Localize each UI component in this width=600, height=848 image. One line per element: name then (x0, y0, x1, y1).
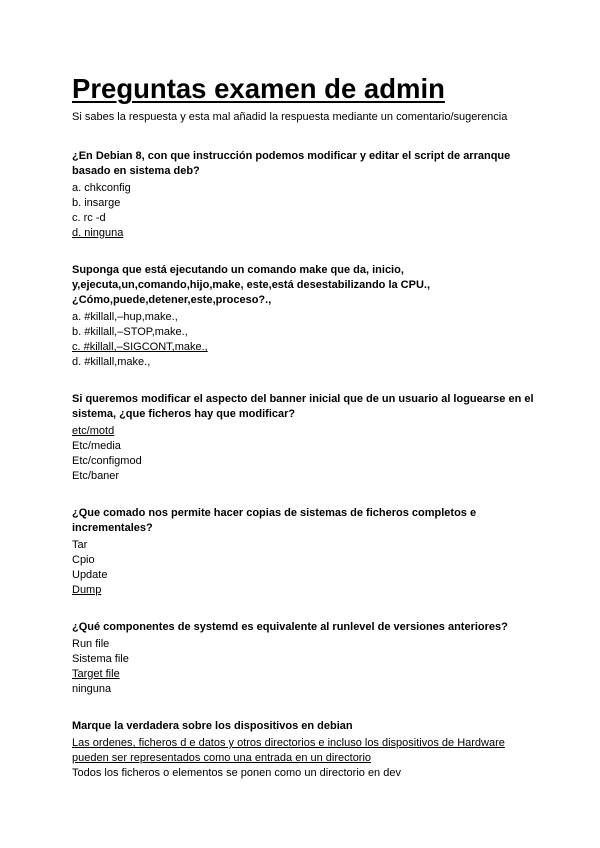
answer-option: Etc/media (72, 440, 121, 452)
correct-answer-option: d. ninguna (72, 227, 124, 239)
correct-answer-option: etc/motd (72, 425, 115, 437)
question-block (72, 719, 542, 781)
answer-option: Update (72, 569, 108, 581)
answer-option: Run file (72, 638, 110, 650)
answer-option: d. #killall,make., (72, 356, 151, 368)
question-block (72, 263, 542, 370)
question-block (72, 620, 542, 697)
answer-option: Sistema file (72, 653, 129, 665)
question-text: ¿En Debian 8, con que instrucción podemos modificar y editar el script de arranque basado en sistema deb? (72, 150, 511, 177)
answer-option: c. rc -d (72, 212, 106, 224)
document-page (72, 72, 542, 781)
correct-answer-option: Target file (72, 668, 120, 680)
question-text: ¿Qué componentes de systemd es equivalente al runlevel de versiones anteriores? (72, 621, 508, 633)
answer-option: a. chkconfig (72, 182, 131, 194)
answer-option: b. insarge (72, 197, 121, 209)
answer-option: a. #killall,–hup,make., (72, 311, 178, 323)
answer-option: Cpio (72, 554, 95, 566)
answer-option: Etc/baner (72, 470, 120, 482)
answer-option: ninguna (72, 683, 112, 695)
question-text: ¿Que comado nos permite hacer copias de sistemas de ficheros completos e incrementales? (72, 507, 477, 534)
intro-text: Si sabes la respuesta y esta mal añadid la respuesta mediante un comentario/sugerencia (72, 111, 508, 123)
question-list (72, 149, 542, 781)
correct-answer-option: Las ordenes, ficheros d e datos y otros directorios e incluso los dispositivos de Hardware pueden ser representados como una entrada en un directorio (72, 737, 505, 764)
question-block (72, 392, 542, 484)
question-text: Marque la verdadera sobre los dispositivos en debian (72, 720, 353, 732)
question-text: Si queremos modificar el aspecto del banner inicial que de un usuario al loguearse en el sistema, ¿que ficheros hay que modificar? (72, 393, 534, 420)
correct-answer-option: Dump (72, 584, 102, 596)
correct-answer-option: c. #killall,–SIGCONT,make., (72, 341, 208, 353)
page-title: Preguntas examen de admin (72, 73, 445, 104)
answer-option: Etc/configmod (72, 455, 142, 467)
question-text: Suponga que está ejecutando un comando make que da, inicio, y,ejecuta,un,comando,hijo,make, este,está desestabilizando la CPU.,¿Cómo,puede,detener,este,proceso?., (72, 264, 431, 306)
answer-option: b. #killall,–STOP,make., (72, 326, 188, 338)
answer-option: Todos los ficheros o elementos se ponen como un directorio en dev (72, 767, 401, 779)
answer-option: Tar (72, 539, 88, 551)
question-block (72, 149, 542, 241)
question-block (72, 506, 542, 598)
